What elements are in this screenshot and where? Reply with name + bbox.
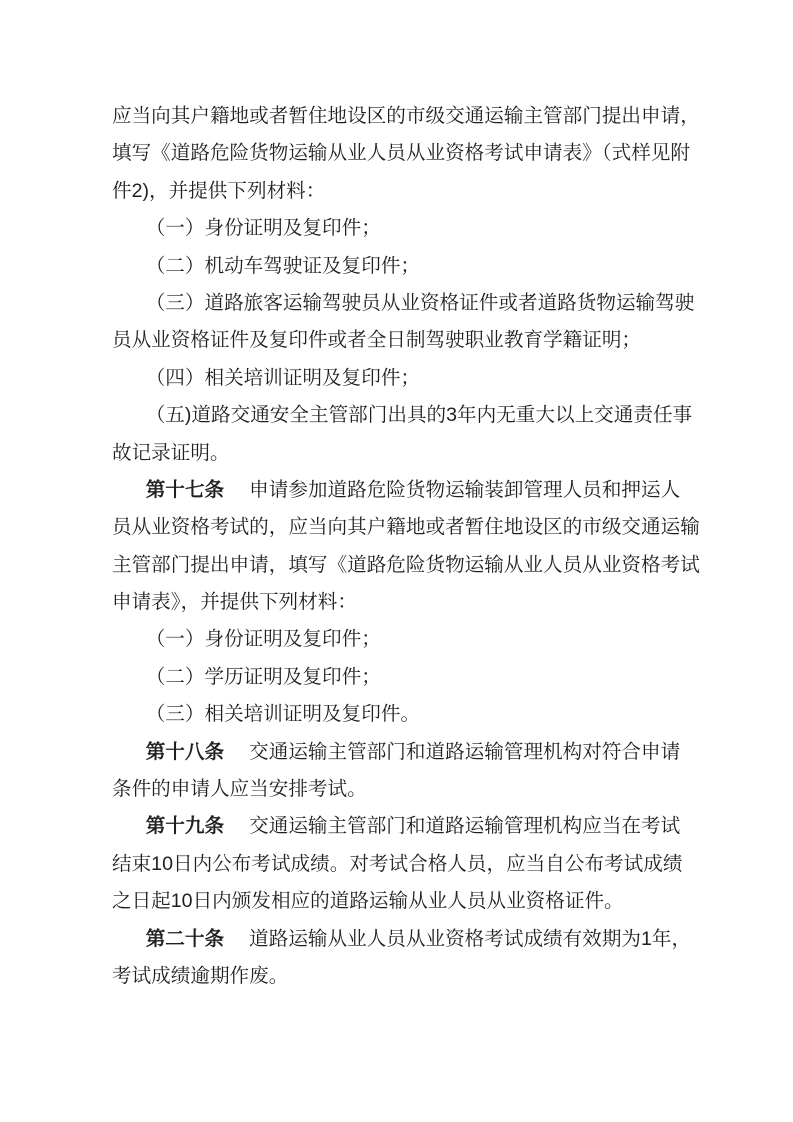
text-run: 之日起10日内颁发相应的道路运输从业人员从业资格证件。 <box>112 890 624 913</box>
article-paragraph <box>112 472 712 622</box>
text-line <box>112 98 712 135</box>
text-run: 道路运输从业人员从业资格考试成绩有效期为1年， <box>229 927 692 950</box>
list-item <box>112 210 712 247</box>
text-run: （五)道路交通安全主管部门出具的3年内无重大以上交通责任事 <box>145 404 693 427</box>
text-run: 件2)，并提供下列材料： <box>112 179 326 202</box>
text-run: 考试成绩逾期作废。 <box>112 964 289 987</box>
text-line <box>112 509 712 546</box>
list-item <box>112 397 712 472</box>
text-line <box>112 584 712 621</box>
text-run: 填写《道路危险货物运输从业人员从业资格考试申请表》（式样见附 <box>112 142 691 165</box>
text-line <box>112 734 712 771</box>
list-item <box>112 248 712 285</box>
text-run: 交通运输主管部门和道路运输管理机构应当在考试 <box>229 815 681 838</box>
article-number: 第二十条 <box>145 927 225 950</box>
text-run: （三）相关培训证明及复印件。 <box>145 703 421 726</box>
text-line <box>112 248 712 285</box>
text-line <box>112 659 712 696</box>
article-paragraph <box>112 921 712 996</box>
text-line <box>112 397 712 434</box>
text-line <box>112 921 712 958</box>
text-line <box>112 621 712 658</box>
text-run: 申请表》，并提供下列材料： <box>112 591 357 614</box>
text-run: 故记录证明。 <box>112 441 230 464</box>
text-line <box>112 210 712 247</box>
text-run: （二）机动车驾驶证及复印件； <box>145 254 421 277</box>
text-line <box>112 360 712 397</box>
text-run: （四）相关培训证明及复印件； <box>145 366 421 389</box>
text-line <box>112 771 712 808</box>
text-run: （二）学历证明及复印件； <box>145 665 381 688</box>
text-run: 交通运输主管部门和道路运输管理机构对符合申请 <box>229 740 681 763</box>
text-run: 条件的申请人应当安排考试。 <box>112 778 367 801</box>
article-number: 第十八条 <box>145 740 225 763</box>
article-paragraph <box>112 734 712 809</box>
text-line <box>112 958 712 995</box>
text-run: 员从业资格考试的，应当向其户籍地或者暂住地设区的市级交通运输 <box>112 516 700 539</box>
text-run: 结束10日内公布考试成绩。对考试合格人员，应当自公布考试成绩 <box>112 852 683 875</box>
article-number: 第十九条 <box>145 815 225 838</box>
list-item <box>112 360 712 397</box>
text-run: 申请参加道路危险货物运输装卸管理人员和押运人 <box>229 478 681 501</box>
body-continuation <box>112 98 712 210</box>
list-item <box>112 285 712 360</box>
text-line <box>112 472 712 509</box>
article-number: 第十七条 <box>145 478 225 501</box>
text-run: （一）身份证明及复印件； <box>145 628 381 651</box>
text-line <box>112 173 712 210</box>
text-run: （三）道路旅客运输驾驶员从业资格证件或者道路货物运输驾驶 <box>145 291 695 314</box>
text-run: （一）身份证明及复印件； <box>145 217 381 240</box>
text-run: 员从业资格证件及复印件或者全日制驾驶职业教育学籍证明； <box>112 329 642 352</box>
list-item <box>112 621 712 658</box>
text-line <box>112 322 712 359</box>
article-paragraph <box>112 808 712 920</box>
text-line <box>112 696 712 733</box>
document-page <box>112 98 712 995</box>
list-item <box>112 659 712 696</box>
text-line <box>112 808 712 845</box>
text-line <box>112 285 712 322</box>
text-line <box>112 846 712 883</box>
text-line <box>112 435 712 472</box>
list-item <box>112 696 712 733</box>
text-run: 主管部门提出申请，填写《道路危险货物运输从业人员从业资格考试 <box>112 553 700 576</box>
text-line <box>112 135 712 172</box>
text-line <box>112 547 712 584</box>
text-run: 应当向其户籍地或者暂住地设区的市级交通运输主管部门提出申请， <box>112 105 700 127</box>
text-line <box>112 883 712 920</box>
